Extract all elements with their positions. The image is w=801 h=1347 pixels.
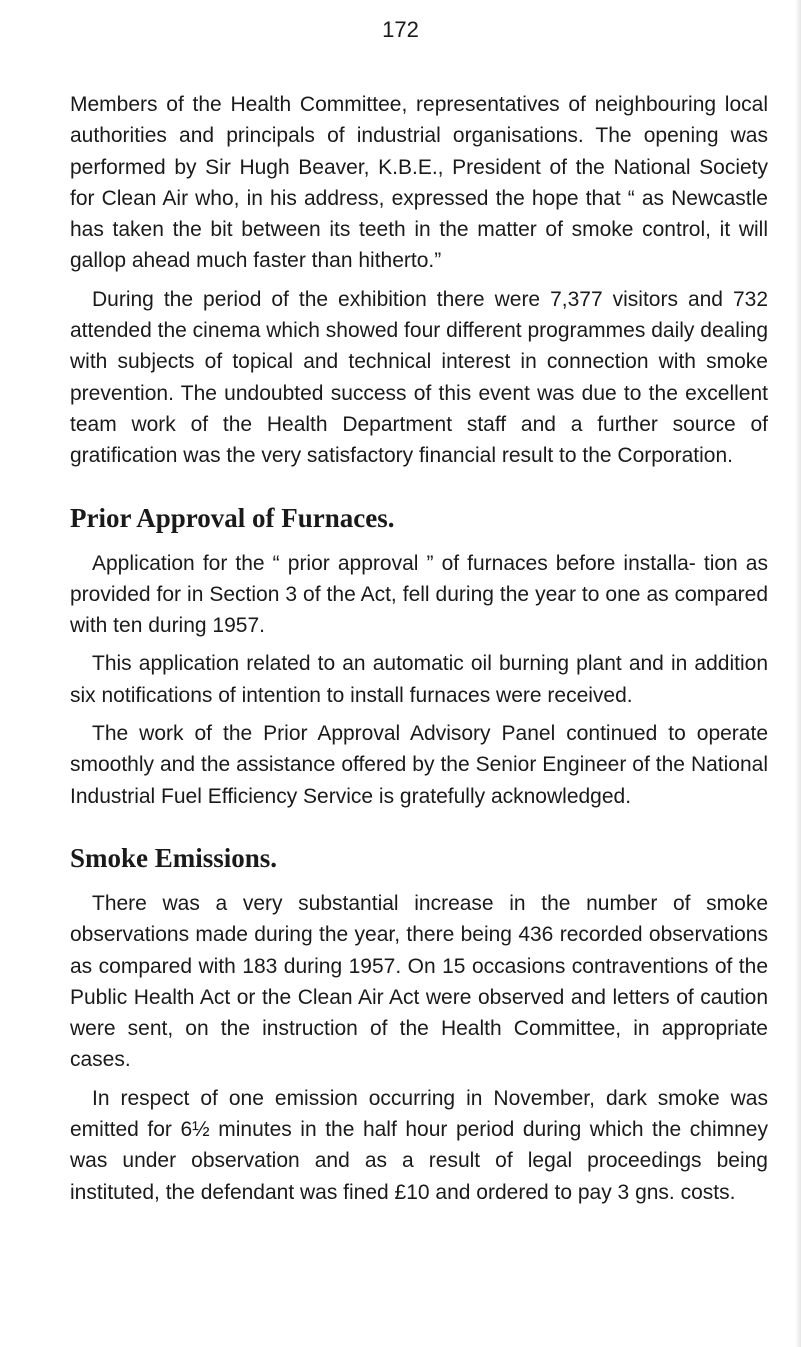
- page-number: 172: [382, 17, 419, 42]
- paragraph: In respect of one emission occurring in November, dark smoke was emitted for 6½ minutes in the half hour period during which the chimney was under observation and as a result of legal proceedings being instituted, the defendant was fined £10 and ordered to pay 3 gns. costs.: [70, 1086, 768, 1204]
- paragraph: Members of the Health Committee, representatives of neighbouring local authorities and principals of industrial organisations. The opening was performed by Sir Hugh Beaver, K.B.E., President of the National Society for Clean Air who, in his address, expressed the hope that “ as Newcastle has taken the bit between its teeth in the matter of smoke control, it will gallop ahead much faster than hitherto.”: [70, 93, 768, 273]
- paragraph: There was a very substantial increase in the number of smoke observations made during the year, there being 436 recorded observations as compared with 183 during 1957. On 15 occasions contraventions of the Public Health Act or the Clean Air Act were observed and letters of caution were sent, on the instruction of the Health Committee, in appropriate cases.: [70, 891, 768, 1072]
- section-heading-smoke-emissions: Smoke Emissions.: [70, 842, 278, 873]
- paragraph: This application related to an automatic oil burning plant and in addition six notifications of intention to install furnaces were received.: [70, 652, 768, 707]
- section-heading-furnaces: Prior Approval of Furnaces.: [70, 502, 395, 533]
- page-edge-shadow: [795, 0, 801, 1347]
- paragraph: The work of the Prior Approval Advisory Panel continued to operate smoothly and the assistance offered by the Senior Engineer of the National Industrial Fuel Efficiency Service is gratefully acknowledged.: [70, 722, 768, 808]
- paragraph: During the period of the exhibition there were 7,377 visitors and 732 attended the cinema which showed four different programmes daily dealing with subjects of topical and technical interest in connection with smoke prevention. The undoubted success of this event was due to the excellent team work of the Health Department staff and a further source of gratification was the very satisfactory financial result to the Corporation.: [70, 287, 768, 468]
- document-body: [70, 89, 768, 1208]
- paragraph: Application for the “ prior approval ” of furnaces before installa- tion as provided for in Section 3 of the Act, fell during the year to one as compared with ten during 1957.: [70, 551, 768, 638]
